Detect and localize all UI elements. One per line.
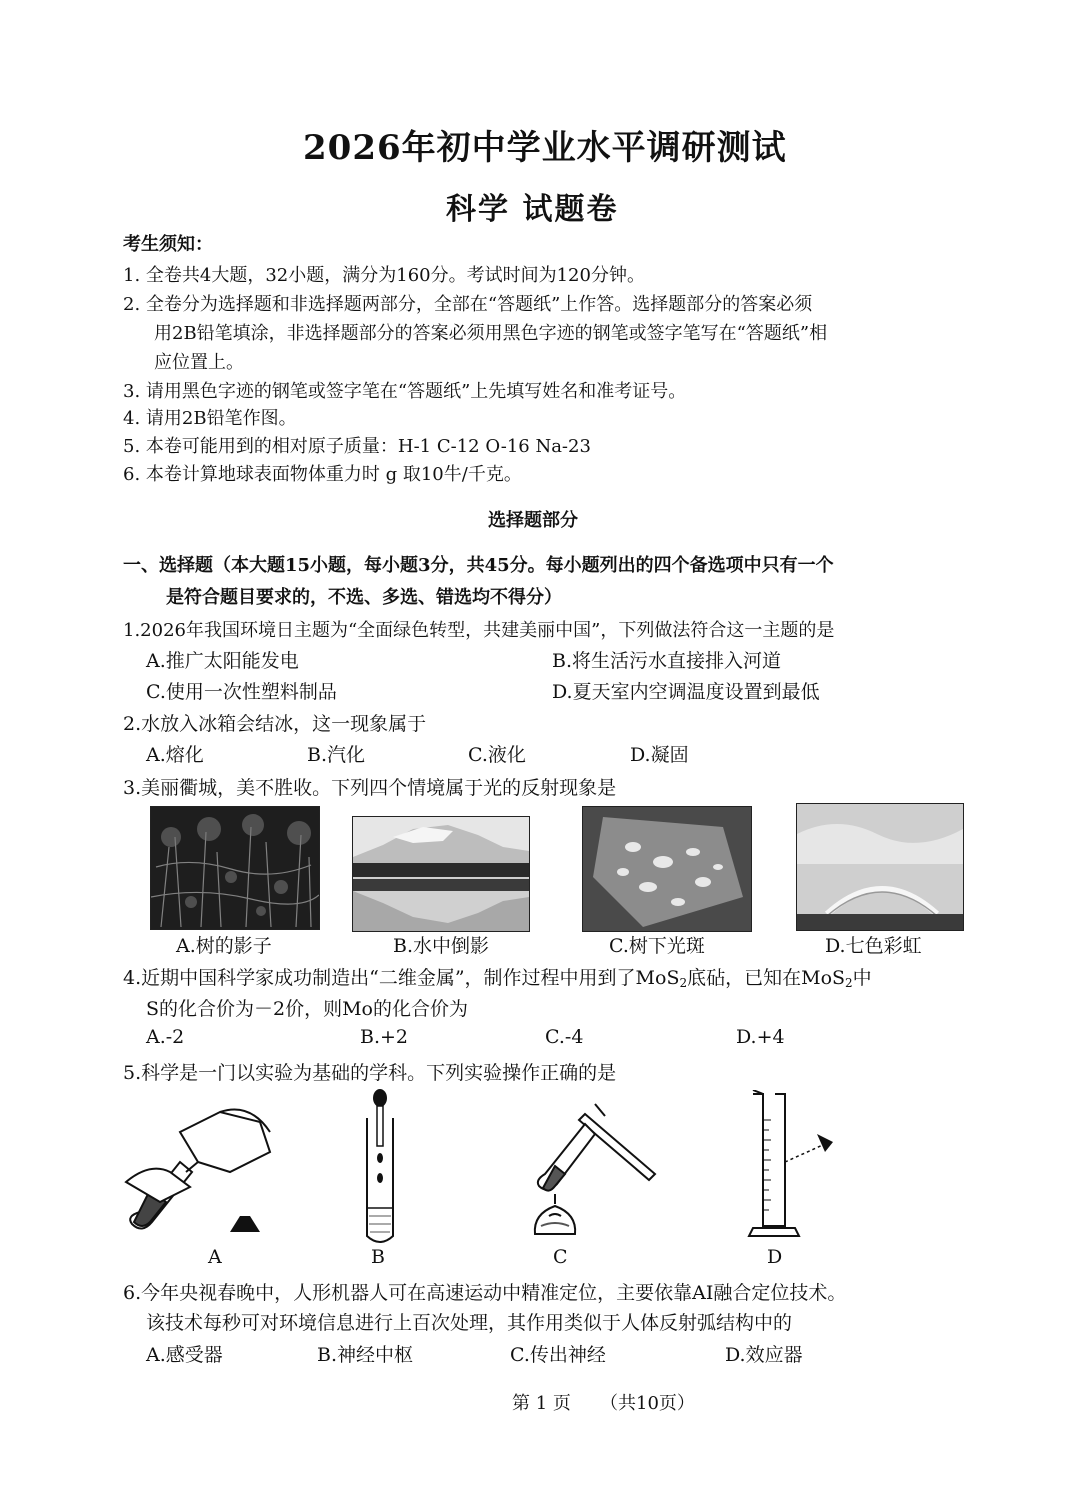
q6-option-b: B.神经中枢 [317,1344,414,1366]
notice-item-2: 2. 全卷分为选择题和非选择题两部分，全部在“答题纸”上作答。选择题部分的答案必须 [123,294,813,315]
exam-title: 2026年初中学业水平调研测试 [303,128,787,168]
q5-stem: 5.科学是一门以实验为基础的学科。下列实验操作正确的是 [123,1062,617,1084]
q5-label-b: B [371,1246,385,1268]
notice-item-2-end: 应位置上。 [154,352,244,373]
q5-label-c: C [553,1246,568,1268]
notice-heading: 考生须知： [123,234,213,255]
q4-stem-part1: 4.近期中国科学家成功制造出“二维金属”，制作过程中用到了MoS [123,967,680,989]
q6-option-d: D.效应器 [725,1344,803,1366]
q5-figure-pouring [120,1092,300,1242]
q4-option-c: C.-4 [545,1026,584,1048]
q6-stem-line1: 6.今年央视春晚中，人形机器人可在高速运动中精准定位，主要依靠AI融合定位技术。 [123,1282,847,1304]
q3-stem: 3.美丽衢城，美不胜收。下列四个情境属于光的反射现象是 [123,777,617,799]
notice-item-4: 4. 请用2B铅笔作图。 [123,408,297,429]
q4-stem-line1 [123,963,872,990]
q4-option-b: B.+2 [360,1026,409,1048]
q5-label-d: D [767,1246,783,1268]
q2-option-c: C.液化 [468,744,526,766]
q4-stem-part3: 中 [852,967,872,989]
q5-figure-dropper [355,1088,405,1248]
section-intro-2: 是符合题目要求的，不选、多选、错选均不得分） [166,587,562,608]
section-title: 选择题部分 [488,510,578,531]
q4-subscript-2: 2 [845,976,853,990]
section-intro-1: 一、选择题（本大题15小题，每小题3分，共45分。每小题列出的四个备选项中只有一个 [123,555,834,576]
q6-option-c: C.传出神经 [510,1344,606,1366]
q1-stem: 1.2026年我国环境日主题为“全面绿色转型，共建美丽中国”，下列做法符合这一主题的是 [123,620,835,641]
q1-option-a: A.推广太阳能发电 [146,650,299,672]
q6-stem-line2: 该技术每秒可对环境信息进行上百次处理，其作用类似于人体反射弧结构中的 [146,1312,793,1334]
exam-subtitle: 科学 试题卷 [446,192,619,227]
q3-image-rainbow [796,803,964,931]
q4-stem-part2: 底砧，已知在MoS [687,967,846,989]
q3-option-a: A.树的影子 [176,935,272,957]
q2-option-b: B.汽化 [307,744,366,766]
q2-stem: 2.水放入冰箱会结冰，这一现象属于 [123,713,427,735]
q3-option-b: B.水中倒影 [393,935,490,957]
notice-item-5: 5. 本卷可能用到的相对原子质量：H-1 C-12 O-16 Na-23 [123,436,591,457]
footer-total-pages: （共10页） [600,1393,695,1414]
q4-option-a: A.-2 [146,1026,185,1048]
q5-figure-heating [525,1094,665,1244]
q3-image-water-reflection [352,816,530,932]
footer-page-number: 第 1 页 [512,1393,571,1414]
q1-option-b: B.将生活污水直接排入河道 [552,650,782,672]
notice-item-6: 6. 本卷计算地球表面物体重力时 g 取10牛/千克。 [123,464,522,485]
q4-option-d: D.+4 [736,1026,785,1048]
q3-image-light-spots [582,806,752,932]
q4-stem-line2: S的化合价为－2价，则Mo的化合价为 [146,998,468,1020]
q6-option-a: A.感受器 [146,1344,223,1366]
q3-option-c: C.树下光斑 [609,935,705,957]
q5-figure-cylinder [745,1090,845,1240]
q2-option-a: A.熔化 [146,744,204,766]
notice-item-2-cont: 用2B铅笔填涂，非选择题部分的答案必须用黑色字迹的钢笔或签字笔写在“答题纸”相 [154,323,828,344]
q1-option-c: C.使用一次性塑料制品 [146,681,337,703]
q3-image-tree-shadow [150,806,320,930]
q1-option-d: D.夏天室内空调温度设置到最低 [552,681,820,703]
q2-option-d: D.凝固 [630,744,689,766]
notice-item-1: 1. 全卷共4大题，32小题，满分为160分。考试时间为120分钟。 [123,265,645,286]
notice-item-3: 3. 请用黑色字迹的钢笔或签字笔在“答题纸”上先填写姓名和准考证号。 [123,381,687,402]
q3-option-d: D.七色彩虹 [825,935,922,957]
q5-label-a: A [208,1246,222,1268]
q4-subscript-1: 2 [679,976,688,990]
